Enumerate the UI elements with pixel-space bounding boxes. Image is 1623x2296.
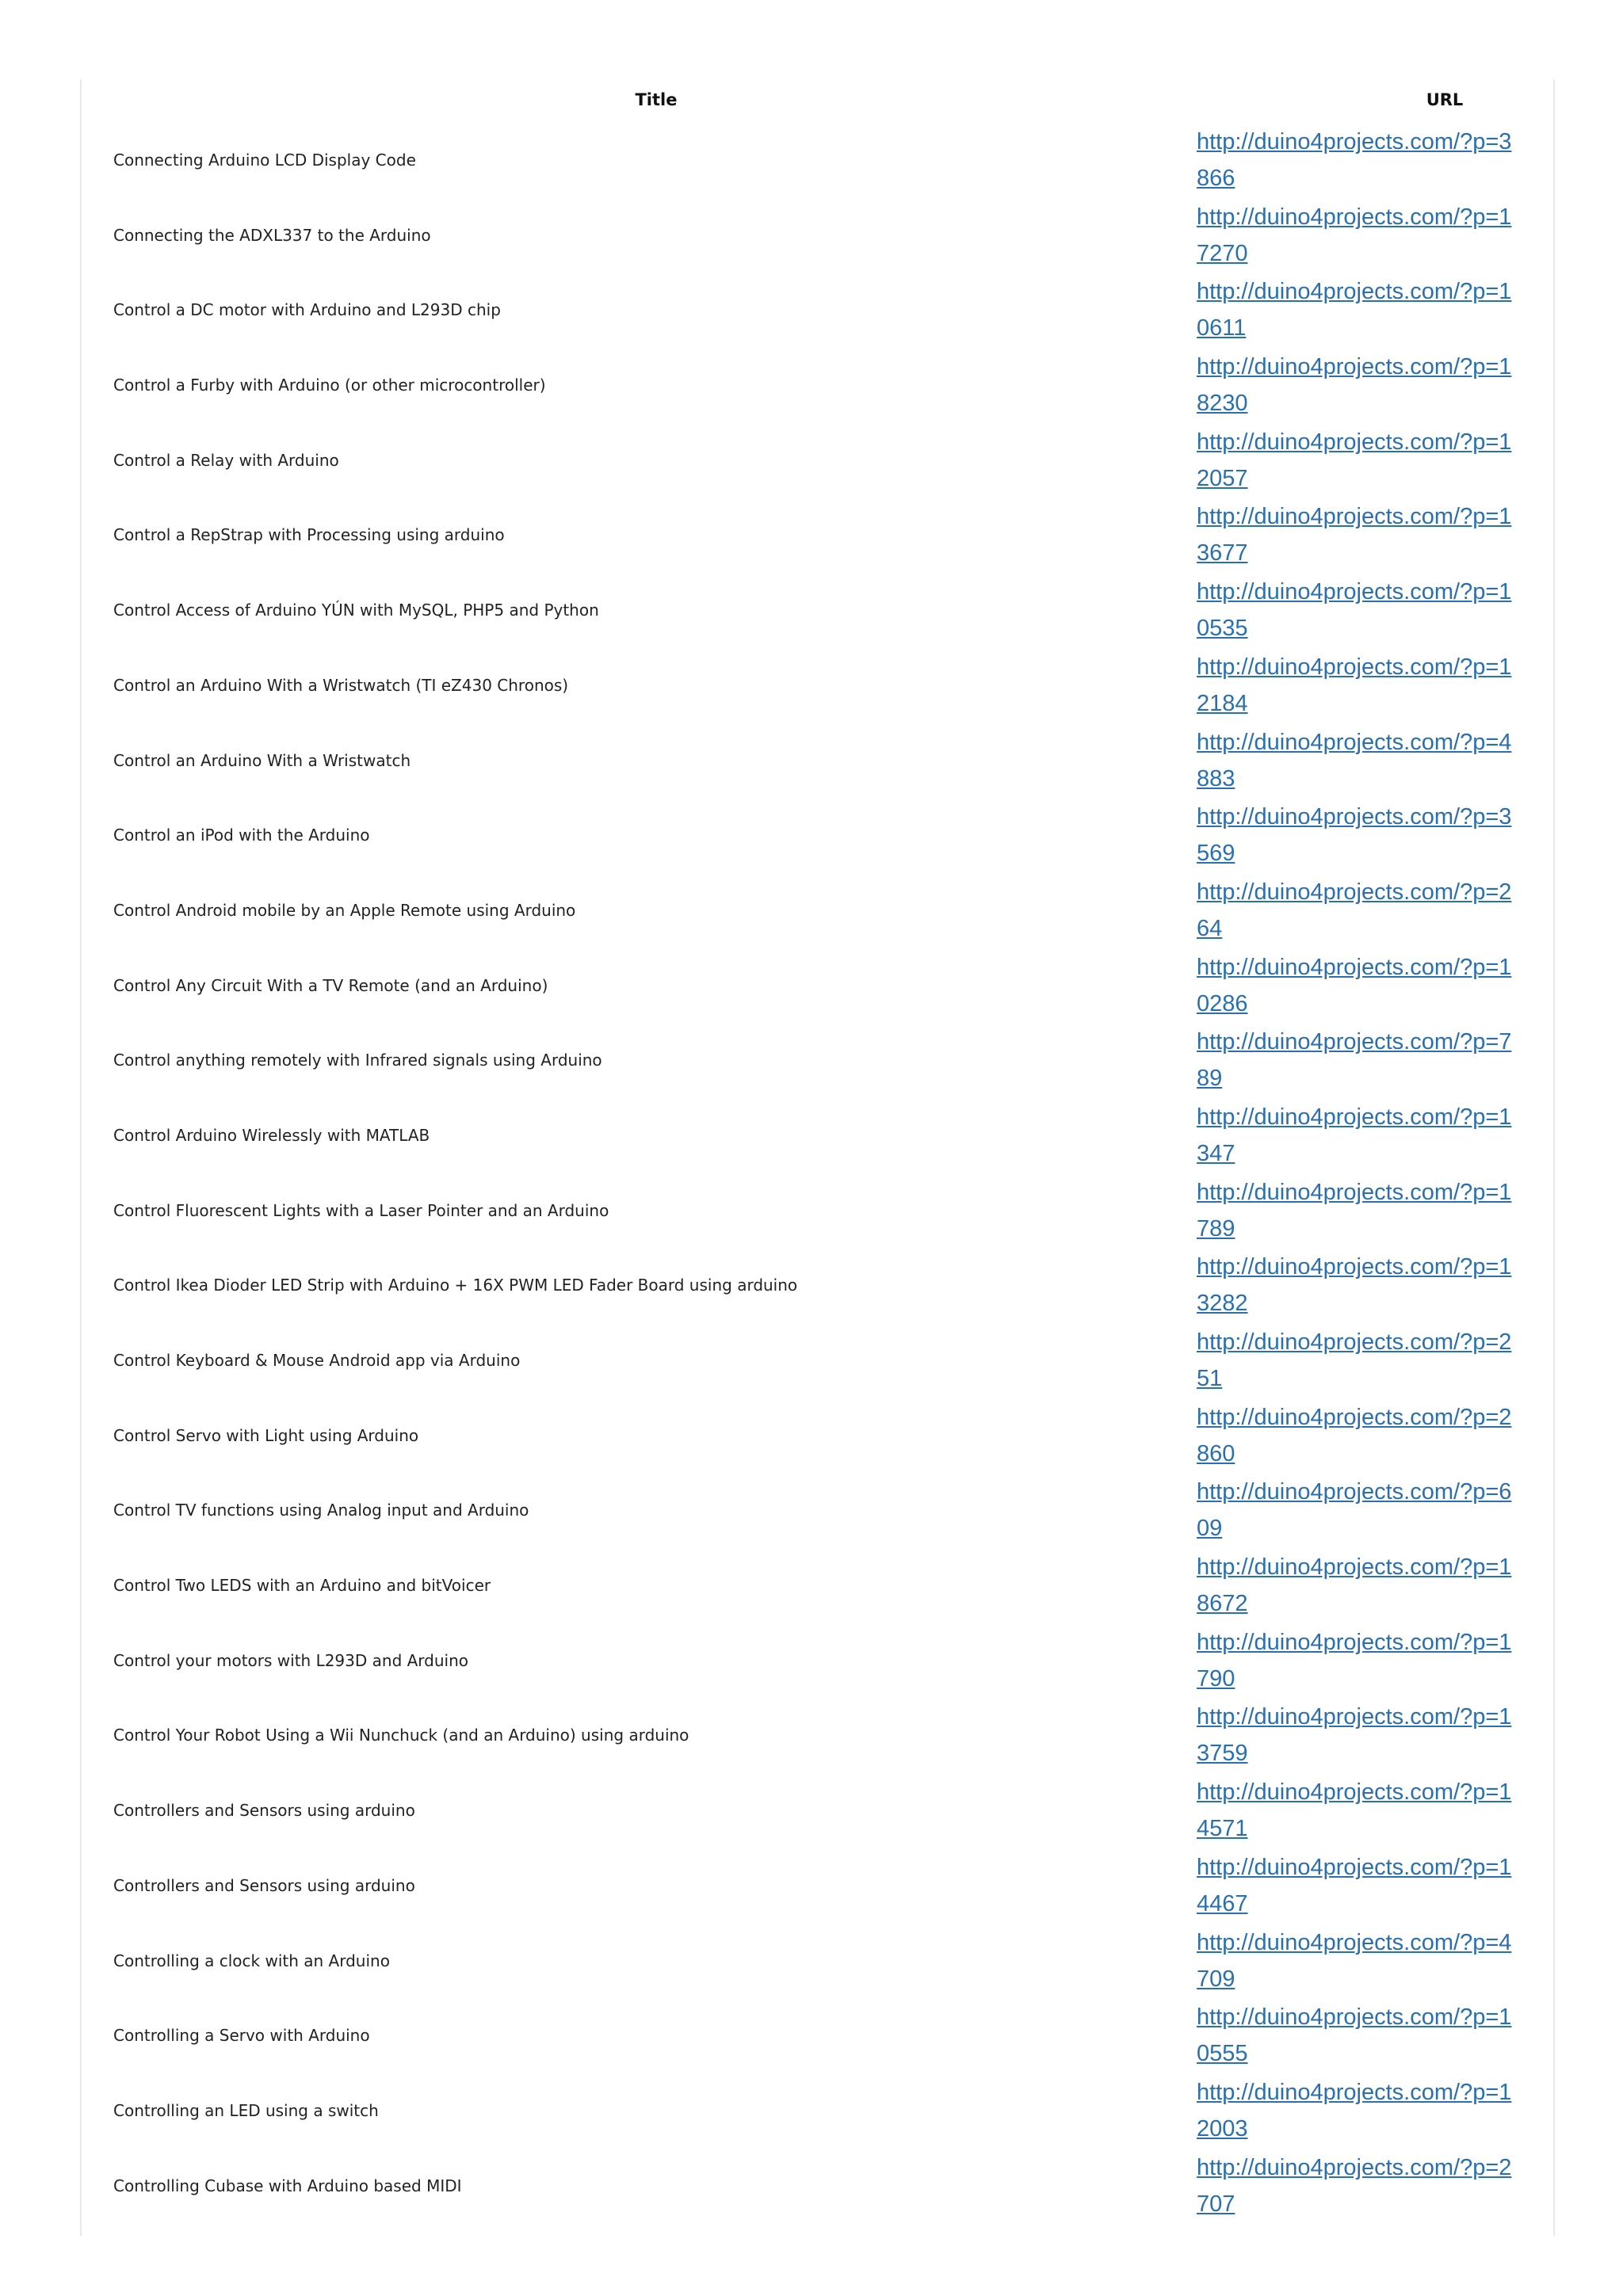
project-title: Control TV functions using Analog input and Arduino	[113, 1501, 529, 1520]
table-row	[82, 1999, 1553, 2074]
table-row	[82, 649, 1553, 724]
project-url-link[interactable]: http://duino4projects.com/?p=10555	[1197, 2004, 1512, 2067]
project-title: Control Your Robot Using a Wii Nunchuck (and an Arduino) using arduino	[113, 1726, 689, 1745]
project-table	[80, 79, 1555, 2236]
project-title: Controlling a Servo with Arduino	[113, 2026, 370, 2046]
table-row	[82, 1249, 1553, 1324]
project-url-link[interactable]: http://duino4projects.com/?p=789	[1197, 1029, 1512, 1092]
project-title: Control a Furby with Arduino (or other microcontroller)	[113, 376, 546, 395]
project-title: Controlling an LED using a switch	[113, 2100, 379, 2120]
project-title: Control an iPod with the Arduino	[113, 826, 370, 845]
project-title: Control Keyboard & Mouse Android app via Arduino	[113, 1351, 521, 1370]
table-row	[82, 498, 1553, 574]
table-row	[82, 1549, 1553, 1624]
project-url-link[interactable]: http://duino4projects.com/?p=264	[1197, 879, 1512, 941]
table-row	[82, 1174, 1553, 1249]
table-row	[82, 1399, 1553, 1474]
table-row	[82, 1099, 1553, 1174]
table-header	[82, 79, 1553, 124]
project-url-link[interactable]: http://duino4projects.com/?p=4883	[1197, 729, 1512, 791]
project-url-link[interactable]: http://duino4projects.com/?p=2707	[1197, 2154, 1512, 2217]
table-row	[82, 2149, 1553, 2225]
project-url-link[interactable]: http://duino4projects.com/?p=10535	[1197, 579, 1512, 642]
project-title: Control anything remotely with Infrared signals using Arduino	[113, 1051, 602, 1070]
project-url-link[interactable]: http://duino4projects.com/?p=1789	[1197, 1179, 1512, 1241]
project-url-link[interactable]: http://duino4projects.com/?p=12057	[1197, 429, 1512, 491]
project-title: Controlling a clock with an Arduino	[113, 1951, 390, 1970]
project-url-link[interactable]: http://duino4projects.com/?p=14571	[1197, 1779, 1512, 1842]
project-title: Control Two LEDS with an Arduino and bitVoicer	[113, 1576, 491, 1596]
table-row	[82, 724, 1553, 799]
table-row	[82, 1024, 1553, 1099]
table-row	[82, 199, 1553, 274]
project-url-link[interactable]: http://duino4projects.com/?p=13282	[1197, 1254, 1512, 1317]
project-title: Control a RepStrap with Processing using arduino	[113, 525, 505, 545]
table-body	[82, 124, 1553, 2224]
project-url-link[interactable]: http://duino4projects.com/?p=2860	[1197, 1404, 1512, 1466]
project-title: Control Android mobile by an Apple Remote using Arduino	[113, 900, 576, 920]
project-url-link[interactable]: http://duino4projects.com/?p=4709	[1197, 1929, 1512, 1992]
table-row	[82, 273, 1553, 349]
project-url-link[interactable]: http://duino4projects.com/?p=14467	[1197, 1854, 1512, 1917]
url-column-header: URL	[1426, 90, 1464, 109]
project-title: Connecting the ADXL337 to the Arduino	[113, 225, 431, 245]
table-row	[82, 1324, 1553, 1399]
project-url-link[interactable]: http://duino4projects.com/?p=1347	[1197, 1104, 1512, 1166]
project-url-link[interactable]: http://duino4projects.com/?p=13677	[1197, 504, 1512, 566]
table-row	[82, 799, 1553, 874]
table-row	[82, 424, 1553, 499]
project-title: Controlling Cubase with Arduino based MIDI	[113, 2176, 462, 2195]
title-column-header: Title	[635, 90, 678, 109]
project-title: Control Any Circuit With a TV Remote (and an Arduino)	[113, 975, 548, 995]
table-row	[82, 1699, 1553, 1774]
project-title: Connecting Arduino LCD Display Code	[113, 151, 416, 170]
project-title: Control a Relay with Arduino	[113, 450, 339, 470]
table-row	[82, 1849, 1553, 1924]
project-title: Control your motors with L293D and Arduino	[113, 1650, 469, 1670]
project-url-link[interactable]: http://duino4projects.com/?p=3866	[1197, 129, 1512, 191]
table-row	[82, 1624, 1553, 1699]
project-title: Control an Arduino With a Wristwatch	[113, 750, 411, 770]
project-url-link[interactable]: http://duino4projects.com/?p=17270	[1197, 204, 1512, 266]
project-title: Control an Arduino With a Wristwatch (TI eZ430 Chronos)	[113, 675, 569, 695]
project-title: Control Servo with Light using Arduino	[113, 1425, 419, 1445]
table-row	[82, 124, 1553, 199]
table-row	[82, 574, 1553, 649]
project-title: Control Ikea Dioder LED Strip with Arduino + 16X PWM LED Fader Board using arduino	[113, 1276, 798, 1295]
table-row	[82, 1774, 1553, 1849]
project-title: Controllers and Sensors using arduino	[113, 1801, 415, 1821]
project-title: Control Access of Arduino YÚN with MySQL, PHP5 and Python	[113, 601, 599, 620]
project-url-link[interactable]: http://duino4projects.com/?p=10286	[1197, 954, 1512, 1016]
project-url-link[interactable]: http://duino4projects.com/?p=18672	[1197, 1554, 1512, 1617]
table-row	[82, 2074, 1553, 2149]
table-row	[82, 1924, 1553, 2000]
project-title: Control Fluorescent Lights with a Laser Pointer and an Arduino	[113, 1200, 609, 1220]
table-row	[82, 874, 1553, 949]
project-url-link[interactable]: http://duino4projects.com/?p=13759	[1197, 1704, 1512, 1767]
table-row	[82, 949, 1553, 1024]
project-url-link[interactable]: http://duino4projects.com/?p=609	[1197, 1479, 1512, 1542]
project-url-link[interactable]: http://duino4projects.com/?p=251	[1197, 1329, 1512, 1391]
project-url-link[interactable]: http://duino4projects.com/?p=1790	[1197, 1629, 1512, 1691]
project-url-link[interactable]: http://duino4projects.com/?p=12003	[1197, 2079, 1512, 2142]
table-row	[82, 1474, 1553, 1549]
project-url-link[interactable]: http://duino4projects.com/?p=12184	[1197, 654, 1512, 716]
project-url-link[interactable]: http://duino4projects.com/?p=10611	[1197, 279, 1512, 341]
table-row	[82, 349, 1553, 424]
project-title: Controllers and Sensors using arduino	[113, 1875, 415, 1895]
project-title: Control Arduino Wirelessly with MATLAB	[113, 1125, 430, 1145]
project-title: Control a DC motor with Arduino and L293D chip	[113, 300, 501, 320]
project-url-link[interactable]: http://duino4projects.com/?p=18230	[1197, 354, 1512, 417]
project-url-link[interactable]: http://duino4projects.com/?p=3569	[1197, 804, 1512, 867]
